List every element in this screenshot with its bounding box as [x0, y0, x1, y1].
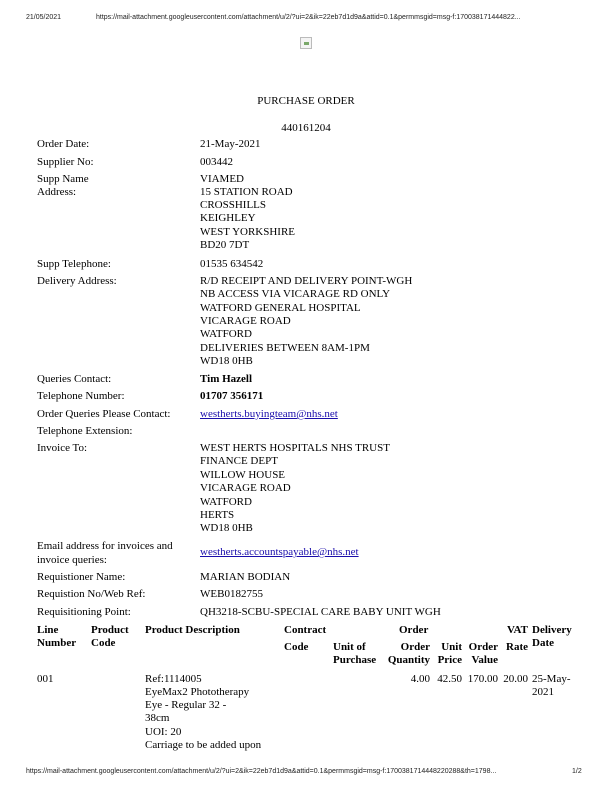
supp-telephone-label: Supp Telephone:: [37, 258, 111, 270]
invoice-email-label-cont: invoice queries:: [37, 554, 107, 566]
telephone-extension-label: Telephone Extension:: [37, 425, 133, 437]
col-header-order: Order: [400, 641, 430, 653]
invoice-to-line: WATFORD: [200, 496, 252, 508]
invoice-to-line: WD18 0HB: [200, 522, 253, 534]
telephone-number-value: 01707 356171: [200, 390, 264, 402]
requisitioning-point-value: QH3218-SCBU-SPECIAL CARE BABY UNIT WGH: [200, 606, 441, 618]
delivery-address-line: DELIVERIES BETWEEN 8AM-1PM: [200, 342, 370, 354]
requisition-no-value: WEB0182755: [200, 588, 263, 600]
print-date: 21/05/2021: [26, 14, 62, 21]
col-header-order-group: Order: [399, 624, 429, 636]
order-queries-label: Order Queries Please Contact:: [37, 408, 171, 420]
row-description-line: EyeMax2 Phototherapy: [145, 686, 250, 698]
delivery-address-line: VICARAGE ROAD: [200, 315, 291, 327]
invoice-to-line: VICARAGE ROAD: [200, 482, 291, 494]
address-line: CROSSHILLS: [200, 199, 267, 211]
col-header-line: Line: [37, 624, 59, 636]
col-header-value: Value: [471, 654, 498, 666]
col-header-unit: Unit: [441, 641, 462, 653]
telephone-number-label: Telephone Number:: [37, 390, 125, 402]
col-header-purchase: Purchase: [333, 654, 377, 666]
supplier-no-value: 003442: [200, 156, 233, 168]
col-header-order-2: Order: [468, 641, 498, 653]
row-description-line: UOI: 20: [145, 726, 182, 738]
row-delivery-date: 25-May-: [532, 673, 571, 685]
address-line: 15 STATION ROAD: [200, 186, 293, 198]
invoice-to-line: WILLOW HOUSE: [200, 469, 286, 481]
address-label: Address:: [37, 186, 77, 198]
col-header-description: Product Description: [145, 624, 240, 636]
col-header-delivery: Delivery: [532, 624, 572, 636]
row-delivery-date-cont: 2021: [532, 686, 554, 698]
delivery-address-line: R/D RECEIPT AND DELIVERY POINT-WGH: [200, 275, 413, 287]
footer-url: https://mail-attachment.googleusercontent.com/attachment/u/2/?ui=2&ik=22eb7d1d9a&attid=0.1&permmsgid=msg-f:1700381714448220288&th=1798...: [26, 768, 497, 775]
delivery-address-line: NB ACCESS VIA VICARAGE RD ONLY: [200, 288, 391, 300]
col-header-contract: Contract: [284, 624, 327, 636]
col-header-unit-of: Unit of: [333, 641, 366, 653]
delivery-address-line: WATFORD: [200, 328, 252, 340]
col-header-rate: Rate: [506, 641, 528, 653]
row-line-number: 001: [37, 673, 54, 685]
row-description-line: Ref:1114005: [145, 673, 202, 685]
row-description-line: Carriage to be added upon: [145, 739, 262, 751]
invoice-email-label: Email address for invoices and: [37, 540, 173, 552]
address-line: BD20 7DT: [200, 239, 250, 251]
print-url: https://mail-attachment.googleusercontent.com/attachment/u/2/?ui=2&ik=22eb7d1d9a&attid=0.1&permmsgid=msg-f:170038171444822...: [96, 14, 521, 21]
supp-telephone-value: 01535 634542: [200, 258, 264, 270]
invoice-to-line: HERTS: [200, 509, 235, 521]
col-header-product: Product: [91, 624, 129, 636]
col-header-price: Price: [437, 654, 462, 666]
page-number: 1/2: [572, 768, 582, 775]
queries-contact-value: Tim Hazell: [200, 373, 253, 385]
row-unit-price: 42.50: [437, 673, 462, 685]
col-header-code: Code: [91, 637, 116, 649]
invoice-to-line: WEST HERTS HOSPITALS NHS TRUST: [200, 442, 390, 454]
requisitioner-name-value: MARIAN BODIAN: [200, 571, 291, 583]
row-description-line: Eye - Regular 32 -: [145, 699, 227, 711]
delivery-address-line: WATFORD GENERAL HOSPITAL: [200, 302, 361, 314]
buying-team-email-link[interactable]: westherts.buyingteam@nhs.net: [200, 408, 338, 420]
requisitioner-name-label: Requistioner Name:: [37, 571, 126, 583]
delivery-address-line: WD18 0HB: [200, 355, 253, 367]
queries-contact-label: Queries Contact:: [37, 373, 112, 385]
invoice-to-label: Invoice To:: [37, 442, 88, 454]
address-line: KEIGHLEY: [200, 212, 256, 224]
document-title: PURCHASE ORDER: [257, 95, 355, 107]
order-date-value: 21-May-2021: [200, 138, 261, 150]
col-header-date: Date: [532, 637, 554, 649]
col-header-quantity: Quantity: [387, 654, 430, 666]
col-header-vat: VAT: [507, 624, 528, 636]
row-order-value: 170.00: [467, 673, 498, 685]
col-header-number: Number: [37, 637, 77, 649]
requisition-no-label: Requistion No/Web Ref:: [37, 588, 146, 600]
delivery-address-label: Delivery Address:: [37, 275, 117, 287]
broken-image-icon: [300, 37, 312, 49]
row-vat-rate: 20.00: [503, 673, 528, 685]
col-header-contract-code: Code: [284, 641, 309, 653]
invoice-to-line: FINANCE DEPT: [200, 455, 278, 467]
accounts-payable-email-link[interactable]: westherts.accountspayable@nhs.net: [200, 546, 359, 558]
supplier-no-label: Supplier No:: [37, 156, 94, 168]
supp-name-value: VIAMED: [200, 173, 244, 185]
address-line: WEST YORKSHIRE: [200, 226, 296, 238]
po-number: 440161204: [281, 122, 331, 134]
requisitioning-point-label: Requisitioning Point:: [37, 606, 131, 618]
row-description-line: 38cm: [145, 712, 170, 724]
order-date-label: Order Date:: [37, 138, 90, 150]
supp-name-label: Supp Name: [37, 173, 89, 185]
row-order-quantity: 4.00: [410, 673, 430, 685]
